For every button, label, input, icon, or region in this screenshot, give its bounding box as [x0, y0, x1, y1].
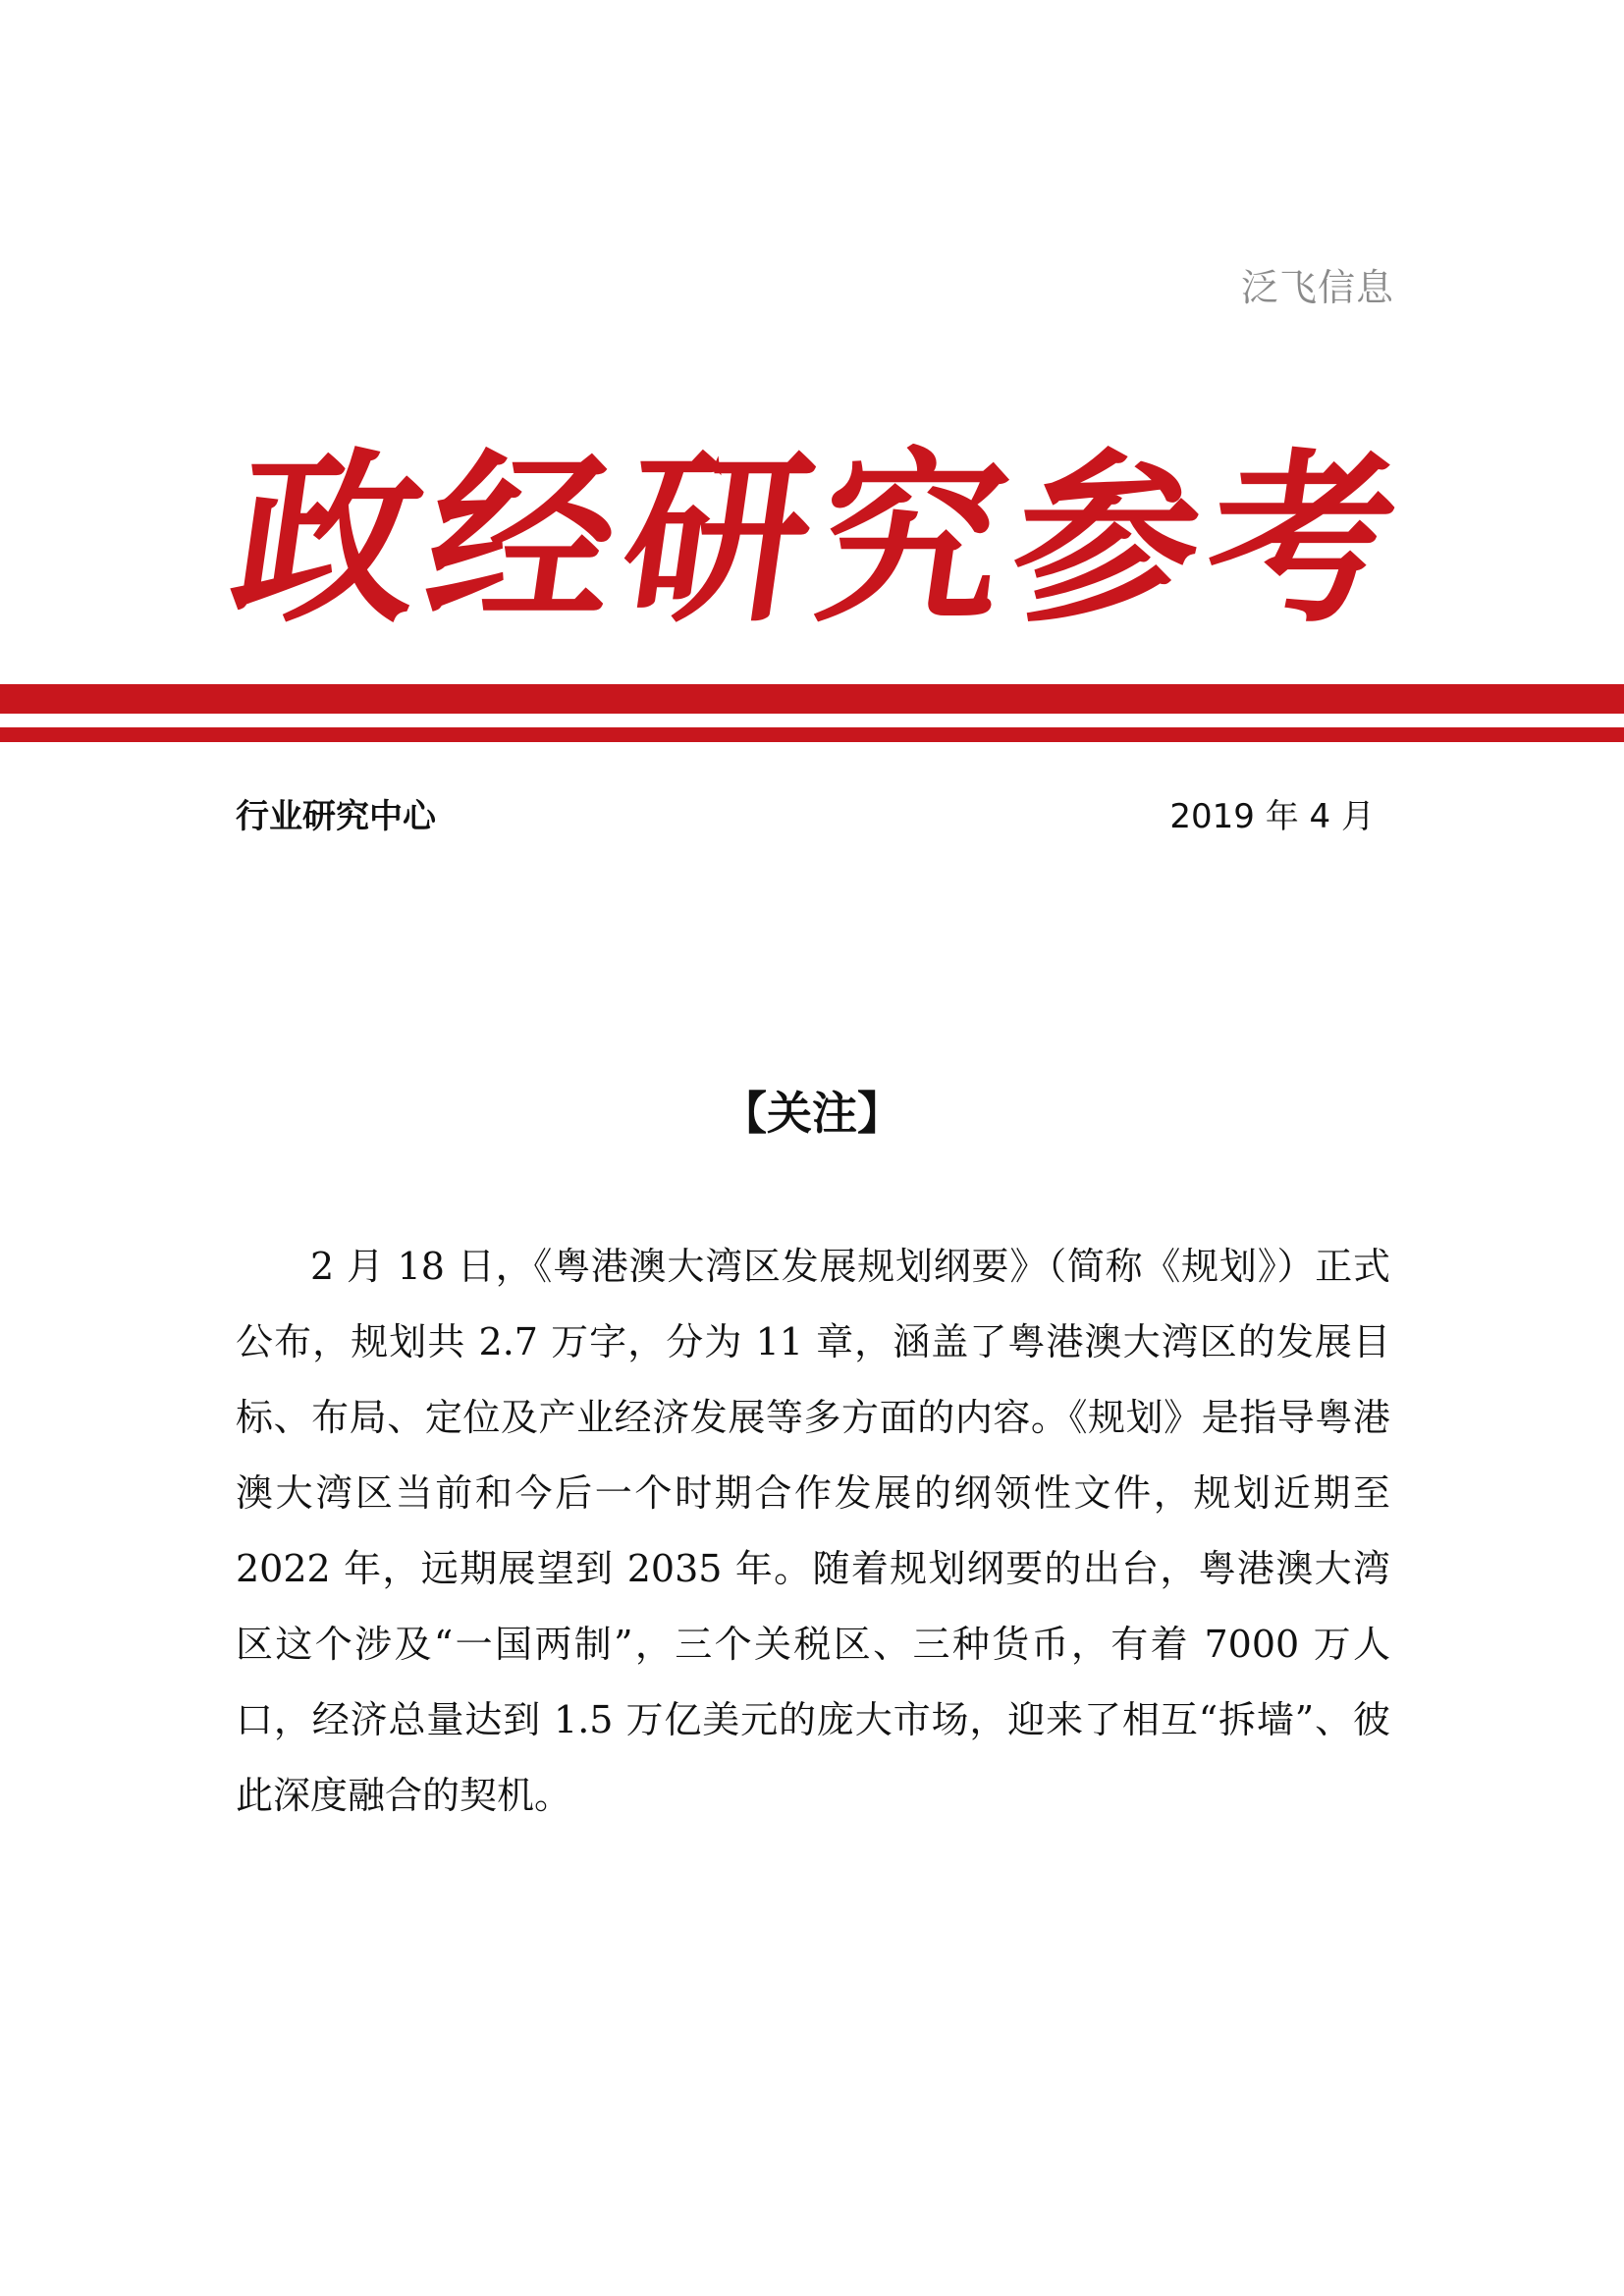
- masthead-title: [220, 393, 1410, 687]
- article-paragraph: 2 月 18 日，《粤港澳大湾区发展规划纲要》（简称《规划》）正式公布，规划共 2.7 万字，分为 11 章，涵盖了粤港澳大湾区的发展目标、布局、定位及产业经济发展等多方面的内容。《规划》是指导粤港澳大湾区当前和今后一个时期合作发展的纲领性文件，规划近期至 2022 年，远期展望到 2035 年。随着规划纲要的出台，粤港澳大湾区这个涉及“一国两制”，三个关税区、三种货币，有着 7000 万人口，经济总量达到 1.5 万亿美元的庞大市场，迎来了相互“拆墙”、彼此深度融合的契机。: [236, 1245, 1390, 1817]
- department-label: 行业研究中心: [236, 797, 436, 836]
- masthead-char-5: 参: [1000, 431, 1216, 648]
- masthead-char-1: 政: [220, 431, 436, 648]
- masthead-char-6: 考: [1194, 431, 1410, 648]
- section-title: 【关注】: [722, 1087, 902, 1140]
- masthead-char-2: 经: [414, 431, 630, 648]
- header-divider-thick: [0, 684, 1624, 714]
- masthead-char-4: 究: [804, 431, 1020, 648]
- masthead-char-3: 研: [610, 431, 826, 648]
- header-divider-thin: [0, 727, 1624, 742]
- issue-date: 2019 年 4 月: [1169, 797, 1375, 836]
- brand-label: 泛飞信息: [1240, 266, 1394, 309]
